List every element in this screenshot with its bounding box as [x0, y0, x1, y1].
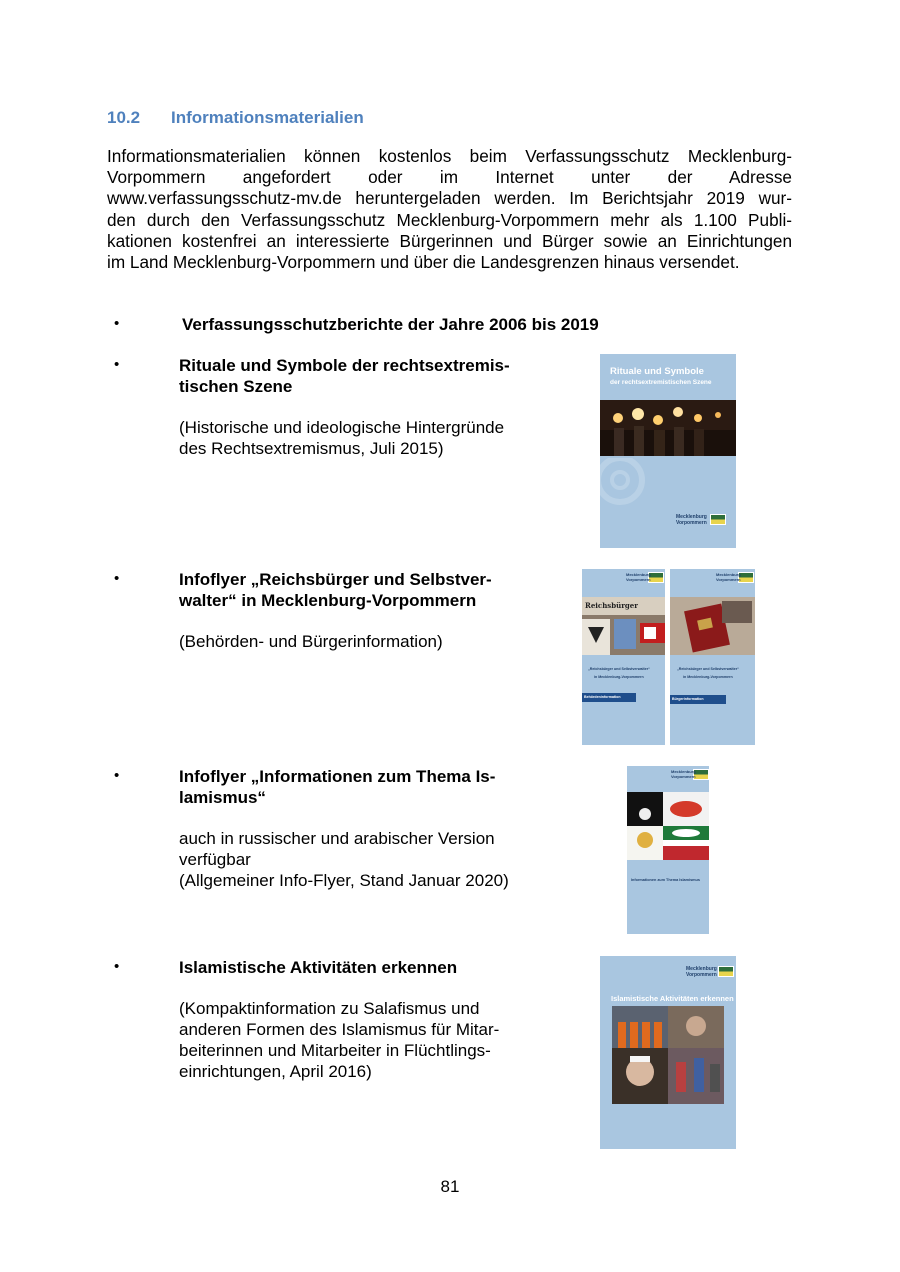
cover-title: Rituale und Symbole: [610, 366, 704, 377]
title-line: walter“ in Mecklenburg-Vorpommern: [179, 591, 477, 610]
section-number: 10.2: [107, 108, 141, 127]
bullet-3: •: [114, 570, 120, 587]
desc-line: (Historische und ideologische Hintergründe: [179, 418, 505, 437]
logo-text: Mecklenburg: [686, 966, 717, 972]
title-line: Verfassungsschutzberichte der Jahre 2006 bis 2019: [182, 315, 599, 334]
cover-line: „Reichsbürger und Selbstverwalter“: [677, 667, 739, 671]
desc-line: des Rechtsextremismus, Juli 2015): [179, 439, 444, 458]
intro-line: im Land Mecklenburg-Vorpommern und über die Landesgrenzen hinaus versendet.: [107, 252, 740, 273]
state-logo-icon: [718, 966, 734, 977]
logo-text: Mecklenburg: [676, 514, 707, 520]
item-3-description: [179, 631, 549, 652]
title-line: Rituale und Symbole der rechtsextremis-: [179, 356, 510, 375]
bullet-1: •: [114, 315, 120, 332]
logo-text: Vorpommern: [626, 577, 651, 582]
desc-line: auch in russischer und arabischer Version: [179, 829, 495, 848]
desc-line: verfügbar: [179, 850, 251, 869]
cover-bar: Bürgerinformation: [670, 695, 726, 704]
page-number: 81: [440, 1177, 460, 1196]
cover-reichsbuerger-behoerden: [582, 569, 665, 745]
intro-line: Informationsmaterialien können kostenlos beim Verfassungsschutz Mecklenburg-: [107, 146, 792, 166]
intro-line: www.verfassungsschutz-mv.de heruntergeladen werden. Im Berichtsjahr 2019 wur-: [107, 188, 792, 209]
intro-line: Vorpommern angefordert oder im Internet unter der Adresse: [107, 167, 792, 188]
desc-line: beiterinnen und Mitarbeiter in Flüchtlings-: [179, 1041, 491, 1060]
cover-caption: Informationen zum Thema Islamismus: [631, 878, 700, 882]
passport-photo: [670, 597, 755, 655]
item-4-title: [179, 766, 549, 808]
cover-bar: Behördeninformation: [582, 693, 636, 702]
item-3-title: [179, 569, 549, 611]
bullet-5: •: [114, 958, 120, 975]
item-2-description: [179, 417, 549, 459]
activities-collage-photo: [612, 1006, 724, 1104]
item-1-title: [182, 314, 682, 335]
title-line: Infoflyer „Informationen zum Thema Is-: [179, 767, 496, 786]
item-5-description: [179, 998, 549, 1082]
logo-text: Mecklenburg: [716, 572, 741, 577]
cover-title: Islamistische Aktivitäten erkennen: [611, 994, 734, 1003]
logo-text: Vorpommern: [676, 520, 707, 526]
cover-line: „Reichsbürger und Selbstverwalter“: [588, 667, 650, 671]
title-line: lamismus“: [179, 788, 266, 807]
state-logo-icon: [710, 514, 726, 525]
cover-reichsbuerger-buerger: [670, 569, 755, 745]
logo-text: Mecklenburg: [626, 572, 651, 577]
item-5-title: [179, 957, 549, 978]
section-title: Informationsmaterialien: [171, 108, 364, 127]
item-2-title: [179, 355, 549, 397]
desc-line: (Allgemeiner Info-Flyer, Stand Januar 2020): [179, 871, 509, 890]
title-line: tischen Szene: [179, 377, 293, 396]
desc-line: anderen Formen des Islamismus für Mitar-: [179, 1020, 500, 1039]
desc-line: einrichtungen, April 2016): [179, 1062, 372, 1081]
torch-march-photo: [600, 400, 736, 456]
flags-collage-photo: [627, 792, 709, 860]
stamp-text: Reichsbürger: [585, 601, 638, 610]
intro-line: den durch den Verfassungsschutz Mecklenburg-Vorpommern mehr als 1.100 Publi-: [107, 209, 792, 230]
cover-islamismus: [627, 766, 709, 934]
bullet-4: •: [114, 767, 120, 784]
desc-line: (Behörden- und Bürgerinformation): [179, 632, 443, 651]
cover-subtitle: der rechtsextremistischen Szene: [610, 379, 712, 386]
desc-line: (Kompaktinformation zu Salafismus und: [179, 999, 480, 1018]
logo-text: Vorpommern: [686, 972, 717, 978]
logo-text: Mecklenburg: [671, 769, 696, 774]
logo-text: Vorpommern: [671, 774, 696, 779]
intro-line: kationen kostenfrei an interessierte Bürgerinnen und Bürger sowie an Einrichtungen: [107, 230, 792, 251]
cover-islamistische-aktivitaeten: [600, 956, 736, 1149]
title-line: Infoflyer „Reichsbürger und Selbstver-: [179, 570, 492, 589]
logo-text: Vorpommern: [716, 577, 741, 582]
cover-line: in Mecklenburg-Vorpommern: [683, 675, 733, 679]
item-4-description: [179, 828, 549, 891]
decorative-wheel-icon: [600, 458, 660, 518]
cover-rituale-und-symbole: [600, 354, 736, 548]
title-line: Islamistische Aktivitäten erkennen: [179, 958, 458, 977]
bullet-2: •: [114, 356, 120, 373]
intro-paragraph: [107, 146, 792, 273]
cover-line: in Mecklenburg-Vorpommern: [594, 675, 644, 679]
section-heading: [107, 108, 364, 128]
